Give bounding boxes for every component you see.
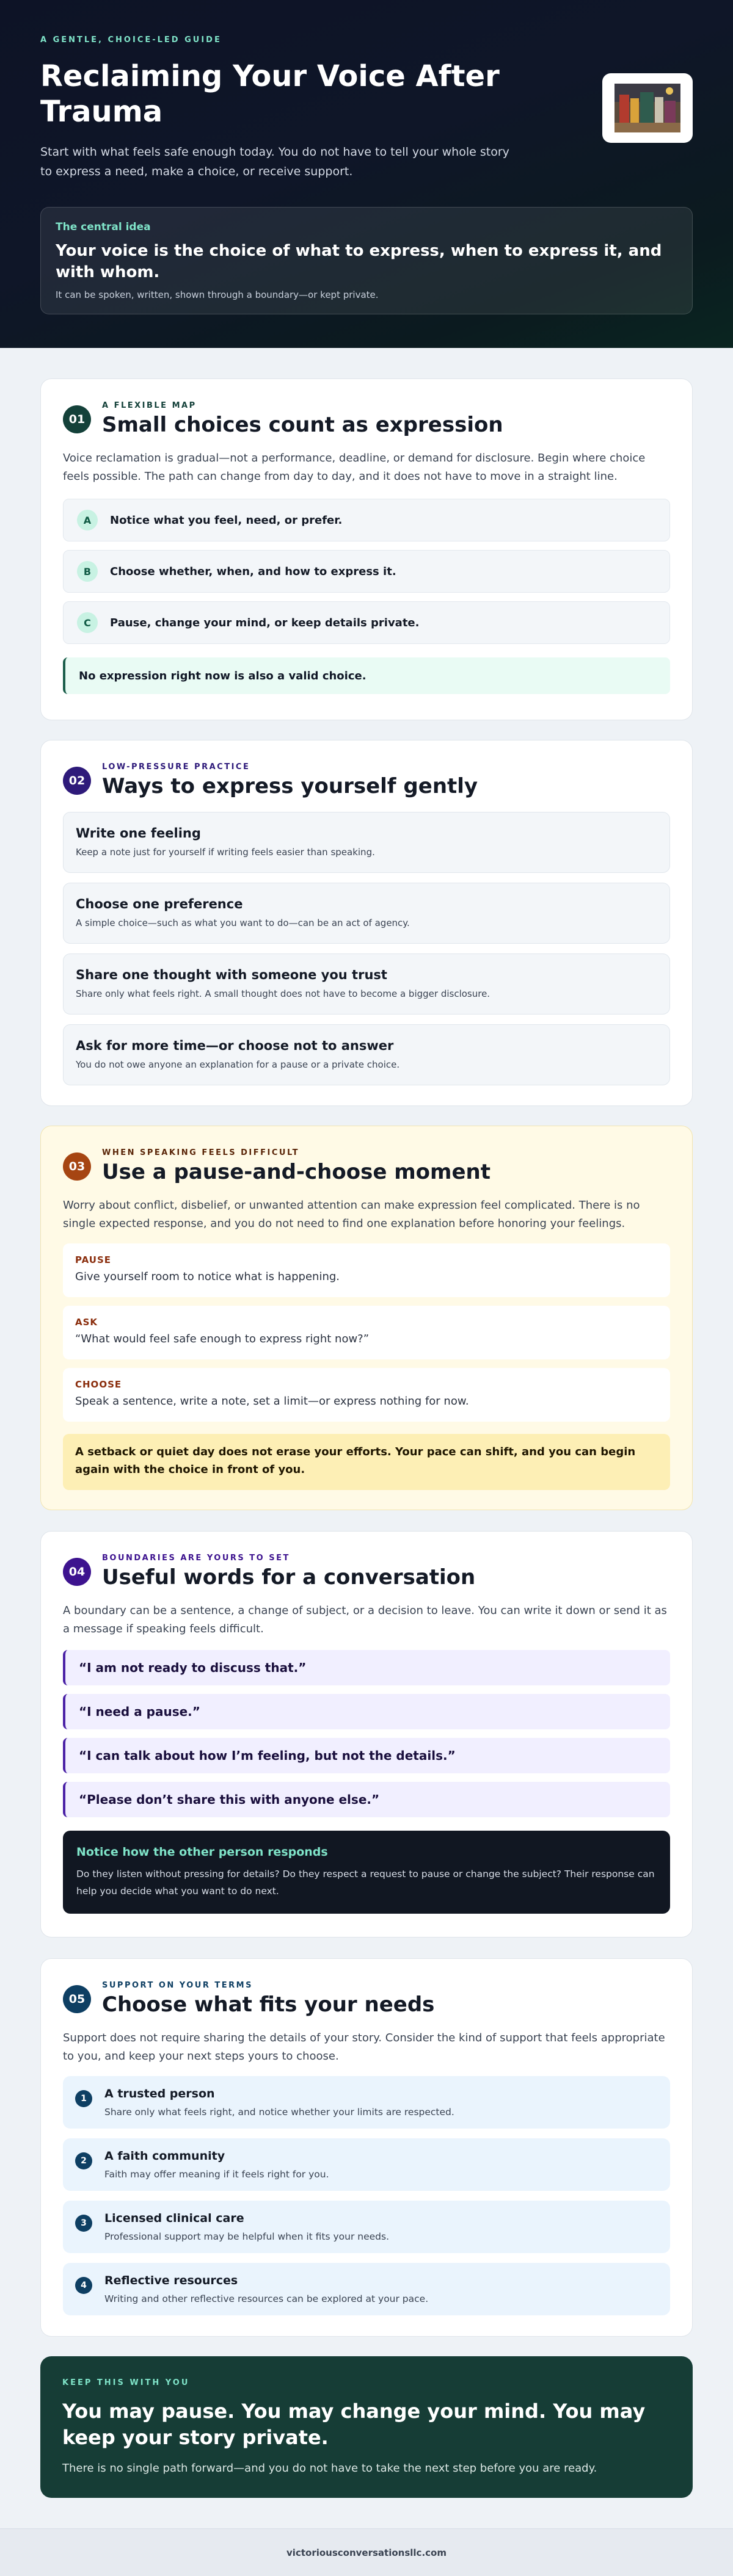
support-number-badge: 4 bbox=[75, 2277, 92, 2294]
step-text: “What would feel safe enough to express right now?” bbox=[75, 1333, 370, 1346]
practice-desc: Keep a note just for yourself if writing feels easier than speaking. bbox=[76, 847, 375, 858]
section-header bbox=[63, 1148, 670, 1184]
hero-banner bbox=[0, 0, 733, 348]
section-ways-to-express bbox=[40, 740, 693, 1106]
central-idea-label: The central idea bbox=[56, 220, 151, 233]
boundary-phrase: “I am not ready to discuss that.” bbox=[63, 1650, 670, 1685]
support-option bbox=[63, 2138, 670, 2191]
support-option bbox=[63, 2263, 670, 2315]
support-number-badge: 3 bbox=[75, 2215, 92, 2232]
section-kicker: WHEN SPEAKING FEELS DIFFICULT bbox=[102, 1148, 299, 1157]
keep-title: You may pause. You may change your mind. You may keep your story private. bbox=[62, 2400, 646, 2450]
practice-desc: You do not owe anyone an explanation for a pause or a private choice. bbox=[76, 1059, 400, 1070]
callout: A setback or quiet day does not erase your efforts. Your pace can shift, and you can begin again with the choice in front of you. bbox=[63, 1434, 670, 1490]
practice-title: Share one thought with someone you trust bbox=[76, 968, 387, 982]
support-number-badge: 1 bbox=[75, 2090, 92, 2107]
letter-badge: B bbox=[77, 561, 98, 582]
section-kicker: BOUNDARIES ARE YOURS TO SET bbox=[102, 1554, 290, 1563]
step-text: Speak a sentence, write a note, set a limit—or express nothing for now. bbox=[75, 1395, 469, 1408]
section-header bbox=[63, 762, 670, 798]
section-title: Useful words for a conversation bbox=[102, 1565, 476, 1590]
section-kicker: SUPPORT ON YOUR TERMS bbox=[102, 1981, 253, 1990]
book-stack-illustration-icon bbox=[614, 84, 680, 132]
notice-title: Notice how the other person responds bbox=[76, 1845, 328, 1859]
boundary-phrase: “Please don’t share this with anyone else.” bbox=[63, 1782, 670, 1817]
list-item bbox=[63, 601, 670, 644]
central-idea-note: It can be spoken, written, shown through a boundary—or kept private. bbox=[56, 289, 379, 301]
page-title: Reclaiming Your Voice After Trauma bbox=[40, 59, 500, 129]
hero-eyebrow: A GENTLE, CHOICE-LED GUIDE bbox=[40, 35, 222, 45]
section-support-needs bbox=[40, 1958, 693, 2337]
step-card bbox=[63, 1306, 670, 1359]
letter-badge: A bbox=[77, 510, 98, 530]
section-title: Small choices count as expression bbox=[102, 413, 503, 437]
step-card bbox=[63, 1243, 670, 1297]
section-number-badge: 04 bbox=[63, 1558, 91, 1586]
practice-card bbox=[63, 953, 670, 1015]
practice-desc: Share only what feels right. A small thought does not have to become a bigger disclosure. bbox=[76, 988, 490, 999]
step-label: ASK bbox=[75, 1317, 98, 1328]
section-intro: A boundary can be a sentence, a change of subject, or a decision to leave. You can write it down or send it as a message if speaking feels difficult. bbox=[63, 1604, 667, 1635]
practice-card bbox=[63, 1024, 670, 1085]
section-header bbox=[63, 1554, 670, 1590]
support-title: A faith community bbox=[104, 2149, 225, 2163]
list-item bbox=[63, 550, 670, 593]
section-useful-words bbox=[40, 1531, 693, 1937]
support-desc: Writing and other reflective resources can be explored at your pace. bbox=[104, 2293, 429, 2305]
step-text: Give yourself room to notice what is happening. bbox=[75, 1270, 340, 1284]
step-label: PAUSE bbox=[75, 1254, 111, 1266]
central-idea-text: Your voice is the choice of what to express, when to express it, and with whom. bbox=[56, 241, 662, 281]
notice-text: Do they listen without pressing for details? Do they respect a request to pause or change the subject? Their response can help you decide what you want to do next. bbox=[76, 1869, 655, 1897]
practice-title: Ask for more time—or choose not to answer bbox=[76, 1038, 394, 1053]
section-kicker: A FLEXIBLE MAP bbox=[102, 401, 197, 410]
callout: No expression right now is also a valid choice. bbox=[63, 657, 670, 694]
practice-title: Write one feeling bbox=[76, 826, 201, 841]
hero-thumbnail-image bbox=[602, 73, 693, 143]
support-title: Licensed clinical care bbox=[104, 2212, 244, 2226]
step-label: CHOOSE bbox=[75, 1379, 122, 1391]
section-intro: Worry about conflict, disbelief, or unwanted attention can make expression feel complicated. There is no single expected response, and you do not need to find one explanation before honoring your feelings. bbox=[63, 1199, 640, 1230]
keep-kicker: KEEP THIS WITH YOU bbox=[62, 2378, 190, 2387]
section-kicker: LOW-PRESSURE PRACTICE bbox=[102, 762, 250, 772]
support-title: A trusted person bbox=[104, 2087, 215, 2101]
list-item bbox=[63, 499, 670, 541]
boundary-phrase: “I can talk about how I’m feeling, but not the details.” bbox=[63, 1738, 670, 1773]
support-desc: Faith may offer meaning if it feels right for you. bbox=[104, 2169, 329, 2180]
support-desc: Share only what feels right, and notice whether your limits are respected. bbox=[104, 2107, 454, 2118]
practice-desc: A simple choice—such as what you want to do—can be an act of agency. bbox=[76, 917, 410, 928]
central-idea-panel bbox=[40, 207, 693, 314]
section-number-badge: 05 bbox=[63, 1985, 91, 2013]
step-card bbox=[63, 1368, 670, 1422]
list-item-text: Notice what you feel, need, or prefer. bbox=[110, 513, 343, 527]
keep-this-panel bbox=[40, 2356, 693, 2498]
section-pause-and-choose bbox=[40, 1126, 693, 1510]
section-title: Choose what fits your needs bbox=[102, 1992, 435, 2017]
support-option bbox=[63, 2076, 670, 2129]
practice-title: Choose one preference bbox=[76, 897, 243, 911]
section-small-choices bbox=[40, 378, 693, 720]
support-title: Reflective resources bbox=[104, 2274, 238, 2288]
keep-text: There is no single path forward—and you do not have to take the next step before you are ready. bbox=[62, 2462, 597, 2475]
footer-website-link[interactable]: victoriousconversationsllc.com bbox=[0, 2528, 733, 2576]
section-number-badge: 01 bbox=[63, 405, 91, 433]
notice-panel bbox=[63, 1831, 670, 1914]
list-item-text: Choose whether, when, and how to express it. bbox=[110, 565, 396, 578]
letter-badge: C bbox=[77, 612, 98, 633]
section-header bbox=[63, 401, 670, 437]
practice-card bbox=[63, 812, 670, 873]
section-header bbox=[63, 1981, 670, 2017]
section-number-badge: 02 bbox=[63, 767, 91, 795]
section-intro: Voice reclamation is gradual—not a performance, deadline, or demand for disclosure. Begin where choice feels possible. The path can change from day to day, and it does not have to move in a straight line. bbox=[63, 452, 646, 483]
list-item-text: Pause, change your mind, or keep details private. bbox=[110, 616, 420, 629]
support-number-badge: 2 bbox=[75, 2152, 92, 2169]
support-desc: Professional support may be helpful when it fits your needs. bbox=[104, 2231, 389, 2243]
practice-card bbox=[63, 883, 670, 944]
section-title: Ways to express yourself gently bbox=[102, 774, 478, 798]
section-number-badge: 03 bbox=[63, 1152, 91, 1181]
support-option bbox=[63, 2201, 670, 2253]
boundary-phrase: “I need a pause.” bbox=[63, 1694, 670, 1729]
section-intro: Support does not require sharing the details of your story. Consider the kind of support that feels appropriate to you, and keep your next steps yours to choose. bbox=[63, 2031, 665, 2063]
hero-subtitle: Start with what feels safe enough today. You do not have to tell your whole story to express a need, make a choice, or receive support. bbox=[40, 145, 509, 178]
section-title: Use a pause-and-choose moment bbox=[102, 1160, 490, 1184]
